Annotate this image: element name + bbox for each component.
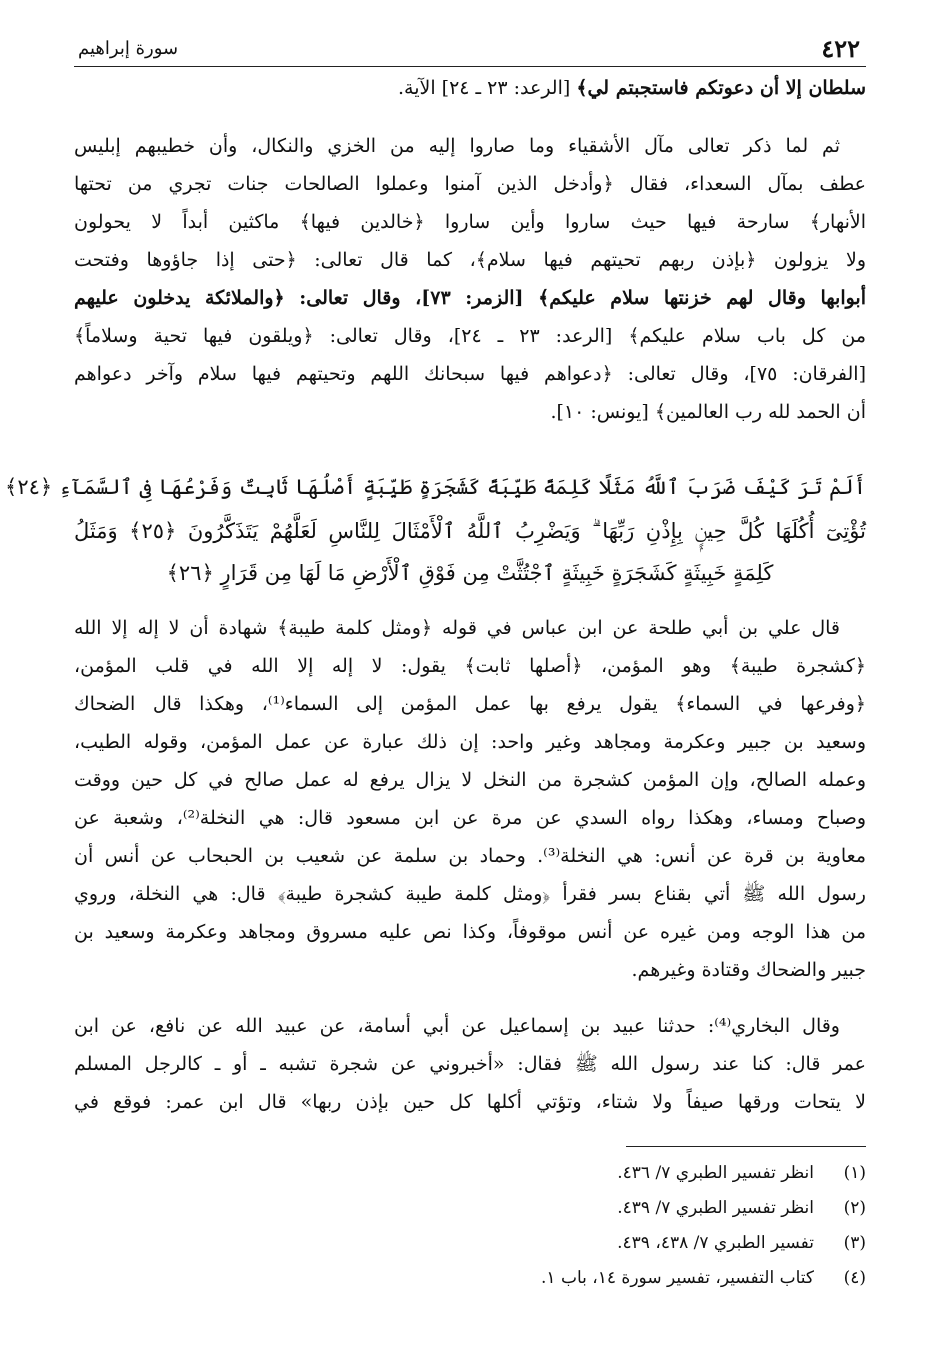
book-page	[5, 28, 867, 1348]
header-rule	[74, 66, 866, 67]
text-line: ولا يزولون ﴿بإذن ربهم تحيتهم فيها سلام﴾، كما قال تعالى: ﴿حتى إذا جاؤوها وفتحت	[74, 249, 866, 271]
text-line	[74, 74, 866, 102]
footnote-text: كتاب التفسير، تفسير سورة ١٤، باب ١.	[541, 1268, 814, 1288]
page-header	[74, 28, 866, 66]
text-line: وعمله الصالح، وإن المؤمن كشجرة من النخل لا يزال يرفع له عمل صالح في كل حين ووقت	[74, 769, 866, 791]
text-line: ثم لما ذكر تعالى مآل الأشقياء وما صاروا إليه من الخزي والنكال، وأن خطيبهم إبليس	[74, 135, 840, 157]
verse-line: كَلِمَةٍ خَبِيثَةٍ كَشَجَرَةٍ خَبِيثَةٍ ٱجْتُثَّتْ مِن فَوْقِ ٱلْأَرْضِ مَا لَهَا مِن قَرَارٍ ﴿٢٦﴾	[166, 561, 774, 585]
text-line: عطف بمآل السعداء، فقال ﴿وأدخل الذين آمنوا وعملوا الصالحات جنات تجري من تحتها	[74, 173, 866, 195]
footnote-text: انظر تفسير الطبري ٧/ ٤٣٦.	[617, 1163, 814, 1183]
text-line: لا يتحات ورقها صيفاً ولا شتاء، وتؤتي أكلها كل حين بإذن ربها» قال ابن عمر: فوقع في	[74, 1091, 866, 1113]
footnote	[74, 1195, 866, 1221]
footnote-number: (١)	[843, 1163, 866, 1183]
text-line: عمر قال: كنا عند رسول الله ﷺ فقال: «أخبروني عن شجرة تشبه ـ أو ـ كالرجل المسلم	[74, 1053, 866, 1075]
footnote	[74, 1160, 866, 1186]
text-line: من كل باب سلام عليكم﴾ [الرعد: ٢٣ ـ ٢٤]، وقال تعالى: ﴿ويلقون فيها تحية وسلاماً﴾	[74, 325, 866, 347]
verse-line: أَلَمْ تَرَ كَيْفَ ضَرَبَ ٱللَّهُ مَثَلًا كَلِمَةً طَيِّبَةً كَشَجَرَةٍ طَيِّبَةٍ أَصْلُهَا ثَابِتٌ وَفَرْعُهَا فِى ٱلسَّمَآءِ ﴿٢٤﴾	[5, 475, 866, 499]
page-number: ٤٢٢	[821, 34, 860, 63]
text-line: وقال البخاري⁽⁴⁾: حدثنا عبيد بن إسماعيل عن أبي أسامة، عن عبيد الله عن نافع، عن ابن	[74, 1015, 840, 1037]
verse-line: تُؤْتِىٓ أُكُلَهَا كُلَّ حِينٍۭ بِإِذْنِ رَبِّهَا ۗ وَيَضْرِبُ ٱللَّهُ ٱلْأَمْثَالَ لِلنَّاسِ لَعَلَّهُمْ يَتَذَكَّرُونَ ﴿٢٥﴾ وَمَثَلُ	[74, 519, 866, 543]
footnote-rule	[626, 1146, 866, 1147]
text-line: ﴿كشجرة طيبة﴾ وهو المؤمن، ﴿أصلها ثابت﴾ يقول: لا إله إلا الله في قلب المؤمن،	[74, 655, 866, 677]
running-title: سورة إبراهيم	[78, 38, 179, 59]
text-line: جبير والضحاك وقتادة وغيرهم.	[631, 959, 866, 981]
text-line: قال علي بن أبي طلحة عن ابن عباس في قوله ﴿ومثل كلمة طيبة﴾ شهادة أن لا إله إلا الله	[74, 617, 840, 639]
text-line: رسول الله ﷺ أتي بقناع بسر فقرأ ﴿ومثل كلمة طيبة كشجرة طيبة﴾ قال: هي النخلة، وروي	[74, 883, 866, 905]
text-line: معاوية بن قرة عن أنس: هي النخلة⁽³⁾. وحماد بن سلمة عن شعيب بن الحبحاب عن أنس أن	[74, 845, 866, 867]
text-line: ﴿وفرعها في السماء﴾ يقول يرفع بها عمل المؤمن إلى السماء⁽¹⁾، وهكذا قال الضحاك	[74, 693, 866, 715]
footnote-text: انظر تفسير الطبري ٧/ ٤٣٩.	[617, 1198, 814, 1218]
quran-quote: سلطان إلا أن دعوتكم فاستجبتم لي﴾	[576, 77, 866, 99]
footnote	[74, 1230, 866, 1256]
text-line: أن الحمد لله رب العالمين﴾ [يونس: ١٠].	[550, 401, 866, 423]
text-line: [الفرقان: ٧٥]، وقال تعالى: ﴿دعواهم فيها سبحانك اللهم وتحيتهم فيها سلام وآخر دعواهم	[74, 363, 866, 385]
footnote-number: (٢)	[843, 1198, 866, 1218]
text-line: وسعيد بن جبير وعكرمة ومجاهد وغير واحد: إن ذلك عبارة عن عمل المؤمن، وقوله الطيب،	[74, 731, 866, 753]
text-line: الأنهار﴾ سارحة فيها حيث ساروا وأين ساروا ﴿خالدين فيها﴾ ماكثين أبداً لا يحولون	[74, 211, 866, 233]
footnote-text: تفسير الطبري ٧/ ٤٣٨، ٤٣٩.	[617, 1233, 814, 1253]
text-line: وصباح ومساء، وهكذا رواه السدي عن مرة عن ابن مسعود قال: هي النخلة⁽²⁾، وشعبة عن	[74, 807, 867, 829]
footnote-number: (٤)	[843, 1268, 866, 1288]
text-line: من هذا الوجه ومن غيره عن أنس موقوفاً، وكذا نص عليه مسروق ومجاهد وعكرمة وسعيد بن	[74, 921, 866, 943]
citation: [الرعد: ٢٣ ـ ٢٤] الآية.	[397, 77, 577, 99]
footnote-number: (٣)	[843, 1233, 866, 1253]
text-line: أبوابها وقال لهم خزنتها سلام عليكم﴾ [الزمر: ٧٣]، وقال تعالى: ﴿والملائكة يدخلون عليهم	[74, 287, 866, 309]
footnote	[74, 1265, 866, 1291]
